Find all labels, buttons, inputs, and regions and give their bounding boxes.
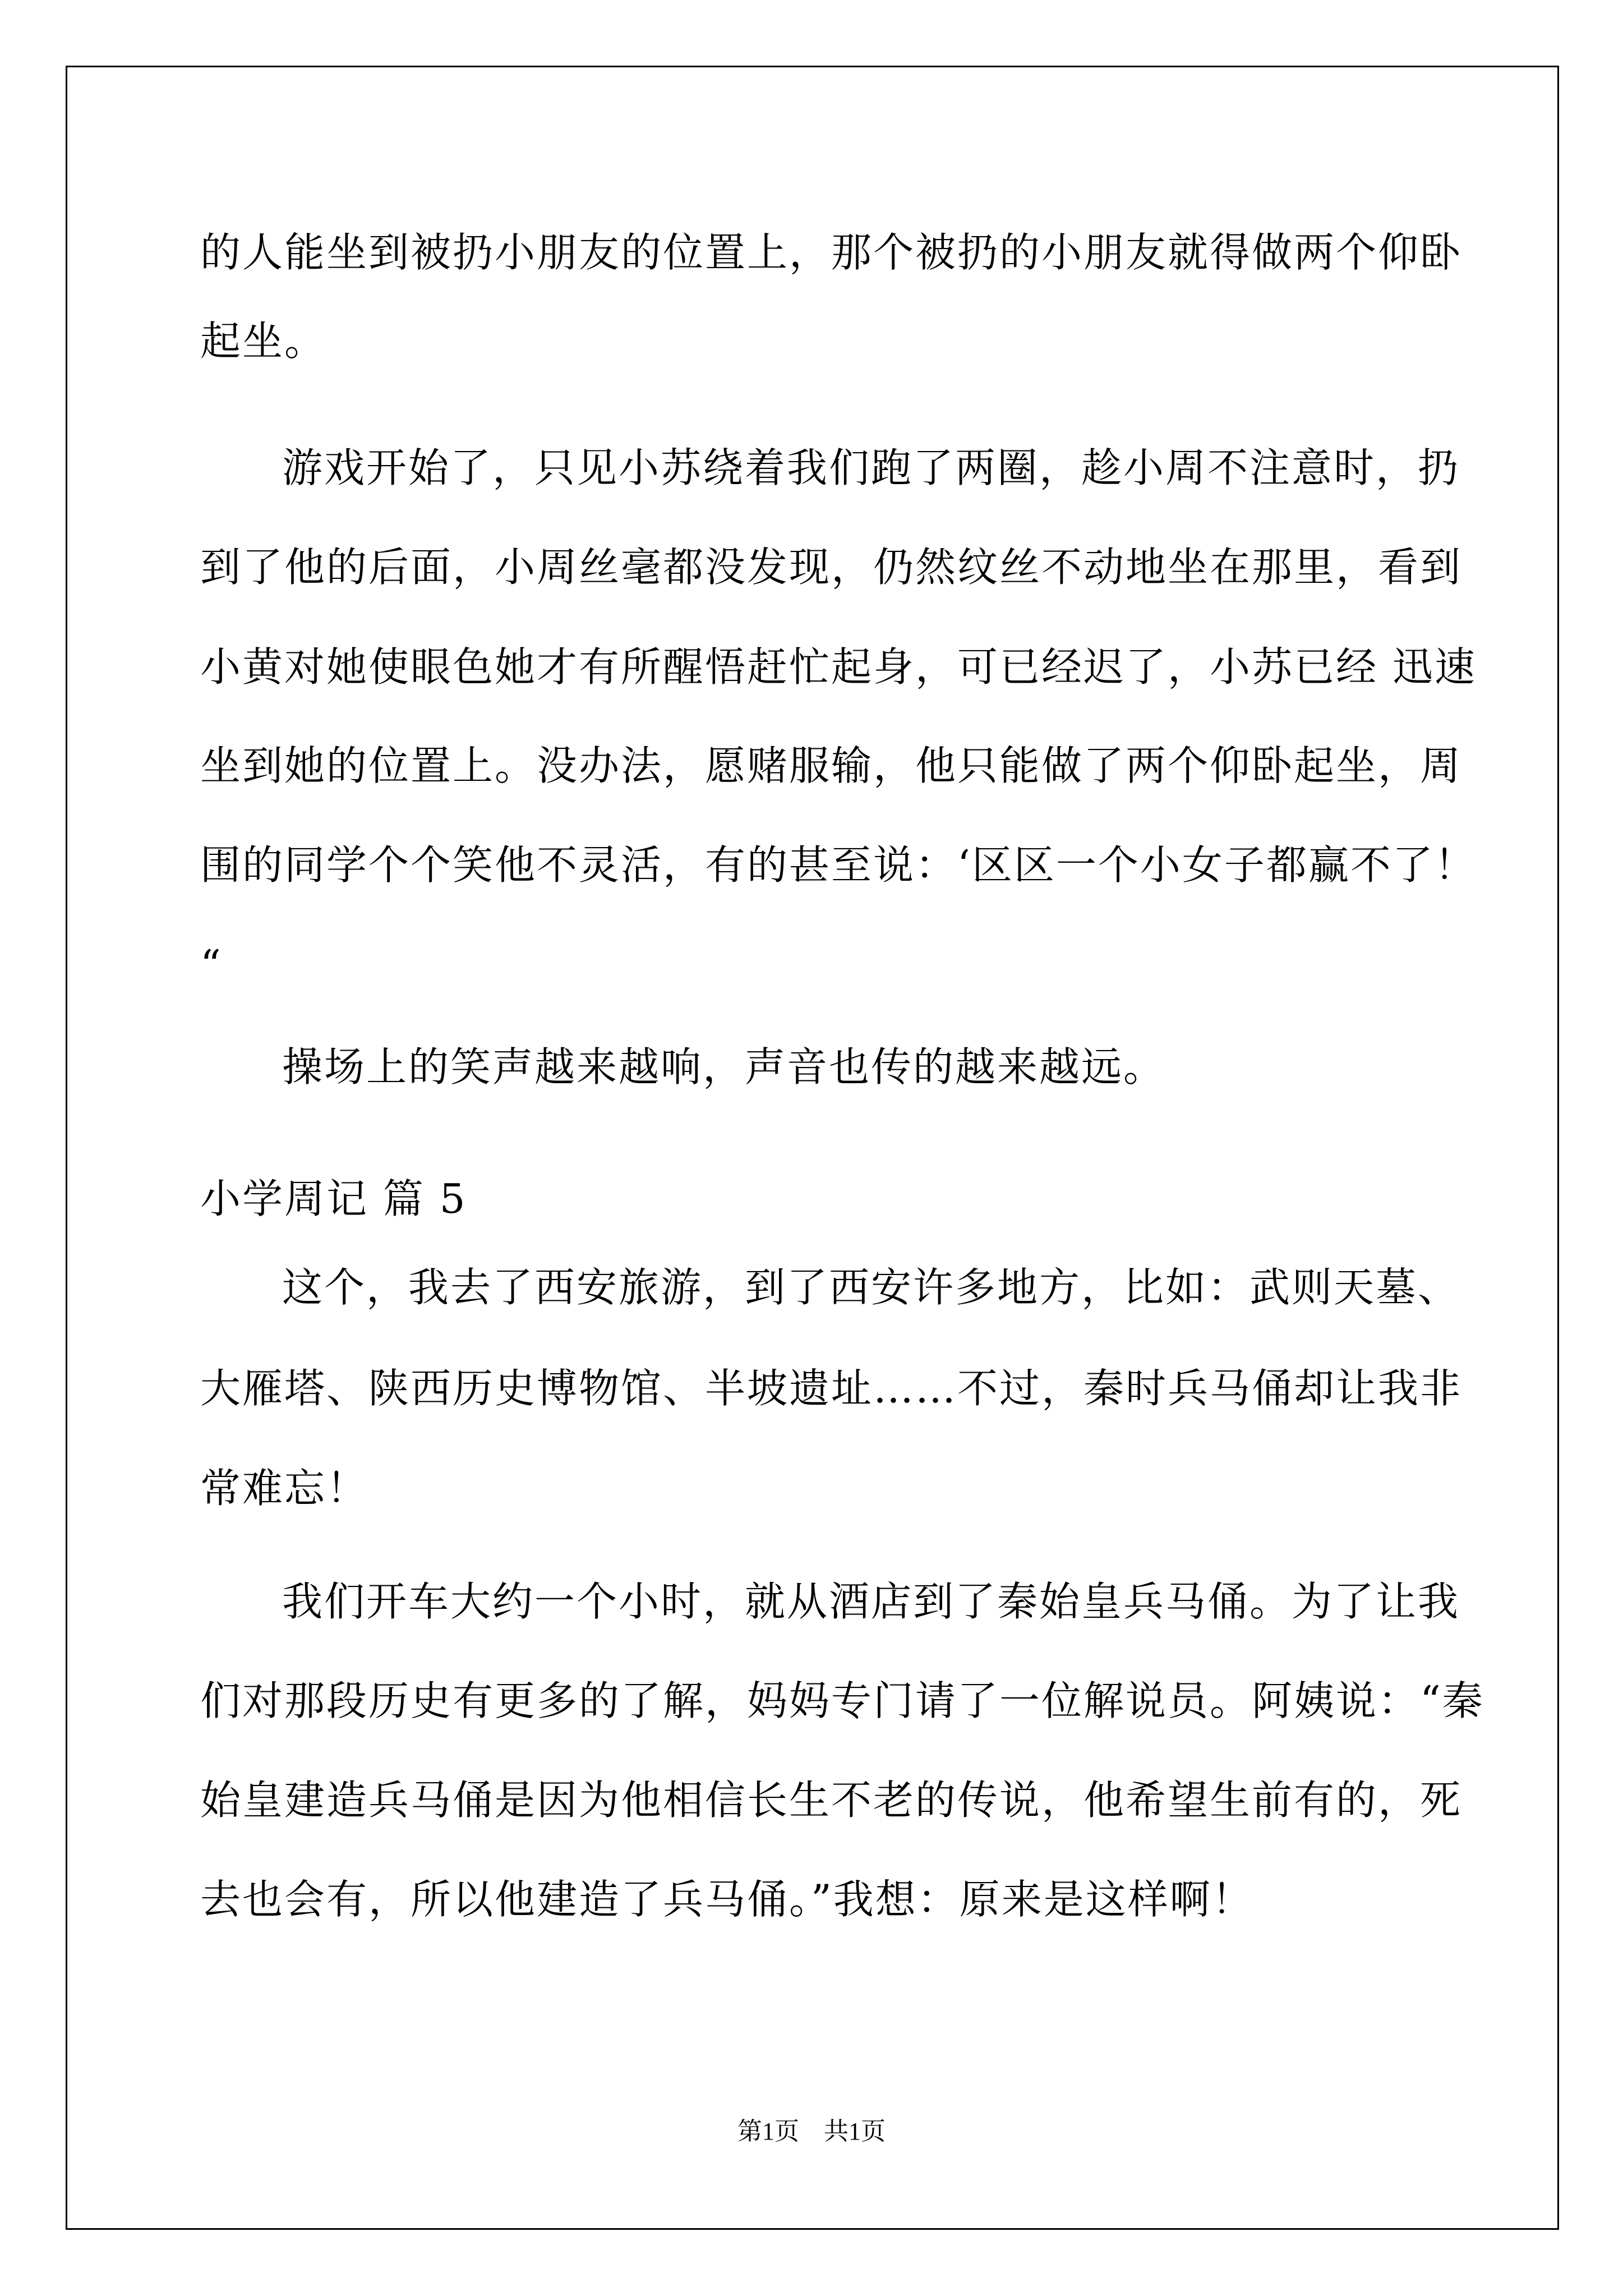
text-line: 到了他的后面，小周丝毫都没发现，仍然纹丝不动地坐在那里，看到	[200, 544, 1463, 591]
page-number: 第1页 共1页	[737, 2118, 886, 2145]
text-line: 小黄对她使眼色她才有所醒悟赶忙起身，可已经迟了，小苏已经 迅速	[200, 643, 1477, 691]
text-line: 大雁塔、陕西历史博物馆、半坡遗址……不过，秦时兵马俑却让我非	[200, 1365, 1463, 1412]
text-line: 们对那段历史有更多的了解，妈妈专门请了一位解说员。阿姨说：“秦	[200, 1677, 1484, 1724]
text-line: 起坐。	[200, 318, 327, 365]
text-line: 我们开车大约一个小时，就从酒店到了秦始皇兵马俑。为了让我	[282, 1578, 1460, 1625]
text-line: 坐到她的位置上。没办法，愿赌服输，他只能做了两个仰卧起坐，周	[200, 742, 1463, 789]
text-line: 围的同学个个笑他不灵活，有的甚至说：‘区区一个小女子都赢不了！	[200, 841, 1477, 889]
text-line: “	[200, 941, 223, 988]
text-line: 的人能坐到被扔小朋友的位置上，那个被扔的小朋友就得做两个仰卧	[200, 229, 1463, 276]
text-line: 操场上的笑声越来越响，声音也传的越来越远。	[282, 1043, 1166, 1091]
section-heading: 小学周记 篇 5	[200, 1175, 467, 1222]
text-line: 这个，我去了西安旅游，到了西安许多地方，比如：武则天墓、	[282, 1264, 1460, 1311]
text-line: 游戏开始了，只见小苏绕着我们跑了两圈，趁小周不注意时，扔	[282, 444, 1460, 491]
text-line: 常难忘！	[200, 1465, 369, 1512]
text-line: 始皇建造兵马俑是因为他相信长生不老的传说，他希望生前有的，死	[200, 1777, 1463, 1824]
text-line: 去也会有，所以他建造了兵马俑。”我想：原来是这样啊！	[200, 1876, 1254, 1923]
